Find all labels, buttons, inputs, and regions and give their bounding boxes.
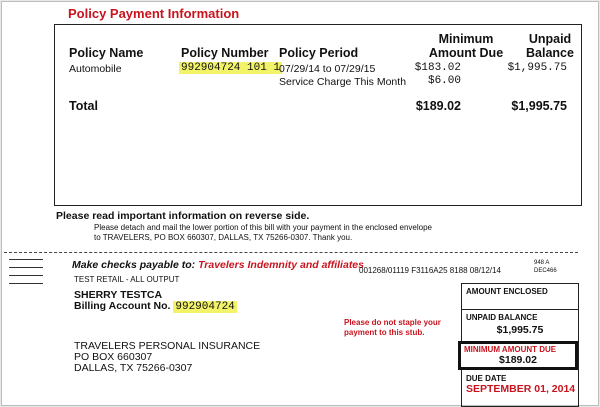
total-label: Total [69,99,98,113]
service-charge-label: Service Charge This Month [279,76,407,88]
minimum-due-value: $189.02 [499,354,537,366]
amount-enclosed-label: AMOUNT ENCLOSED [466,287,548,296]
mailing-address: TRAVELERS PERSONAL INSURANCE PO BOX 660307 DALLAS, TX 75266-0307 [74,340,261,374]
customer-name: SHERRY TESTCA [74,289,163,301]
header-policy-name: Policy Name [69,46,144,60]
minimum-amount-due-box [458,341,578,370]
minimum-due-label: MINIMUM AMOUNT DUE [464,345,557,354]
policy-table [54,24,582,206]
make-checks-payable: Make checks payable to: Travelers Indemnity and affiliates [72,259,364,271]
section-title: Policy Payment Information [68,6,240,21]
row-policy-name: Automobile [69,63,122,75]
scan-mark [9,275,43,276]
due-date-label: DUE DATE [466,374,507,383]
payee-name: Travelers Indemnity and affiliates [198,259,364,271]
reverse-side-notice: Please read important information on reverse side. [56,210,310,222]
total-unpaid-balance: $1,995.75 [511,99,567,113]
header-minimum-amount-due: Minimum Amount Due [428,32,504,60]
scan-mark [9,283,43,284]
row-policy-period: 07/29/14 to 07/29/15 [279,63,376,75]
service-charge-amount: $6.00 [427,75,461,87]
billing-account-number: 992904724 [175,301,235,313]
header-unpaid-balance: Unpaid Balance [526,32,574,60]
unpaid-balance-value: $1,995.75 [496,324,544,336]
unpaid-balance-label: UNPAID BALANCE [466,313,538,322]
total-minimum-amount-due: $189.02 [415,99,461,113]
billing-account: Billing Account No. 992904724 [74,300,235,313]
row-policy-number: 992904724 101 1 [181,62,281,74]
scan-line: 001268/01119 F3116A25 8188 08/12/14 [359,266,501,275]
scan-mark [9,267,43,268]
row-minimum-amount-due: $183.02 [414,62,461,74]
due-date-value: SEPTEMBER 01, 2014 [466,383,576,395]
detach-instructions: Please detach and mail the lower portion of this bill with your payment in the enclosed envelope to TRAVELERS, PO BOX 660307, DALLAS, TX 75266-0307. Thank you. [94,223,432,242]
bill-page [1,1,599,406]
header-policy-number: Policy Number [181,46,269,60]
retail-line: TEST RETAIL - ALL OUTPUT [74,275,180,284]
row-unpaid-balance: $1,995.75 [507,62,567,74]
tear-line [4,252,578,253]
stub-divider [462,309,578,310]
header-policy-period: Policy Period [279,46,359,60]
corner-code: 948 A DEC466 [534,260,557,274]
scan-mark [9,259,43,260]
staple-warning: Please do not staple your payment to this stub. [344,318,441,337]
